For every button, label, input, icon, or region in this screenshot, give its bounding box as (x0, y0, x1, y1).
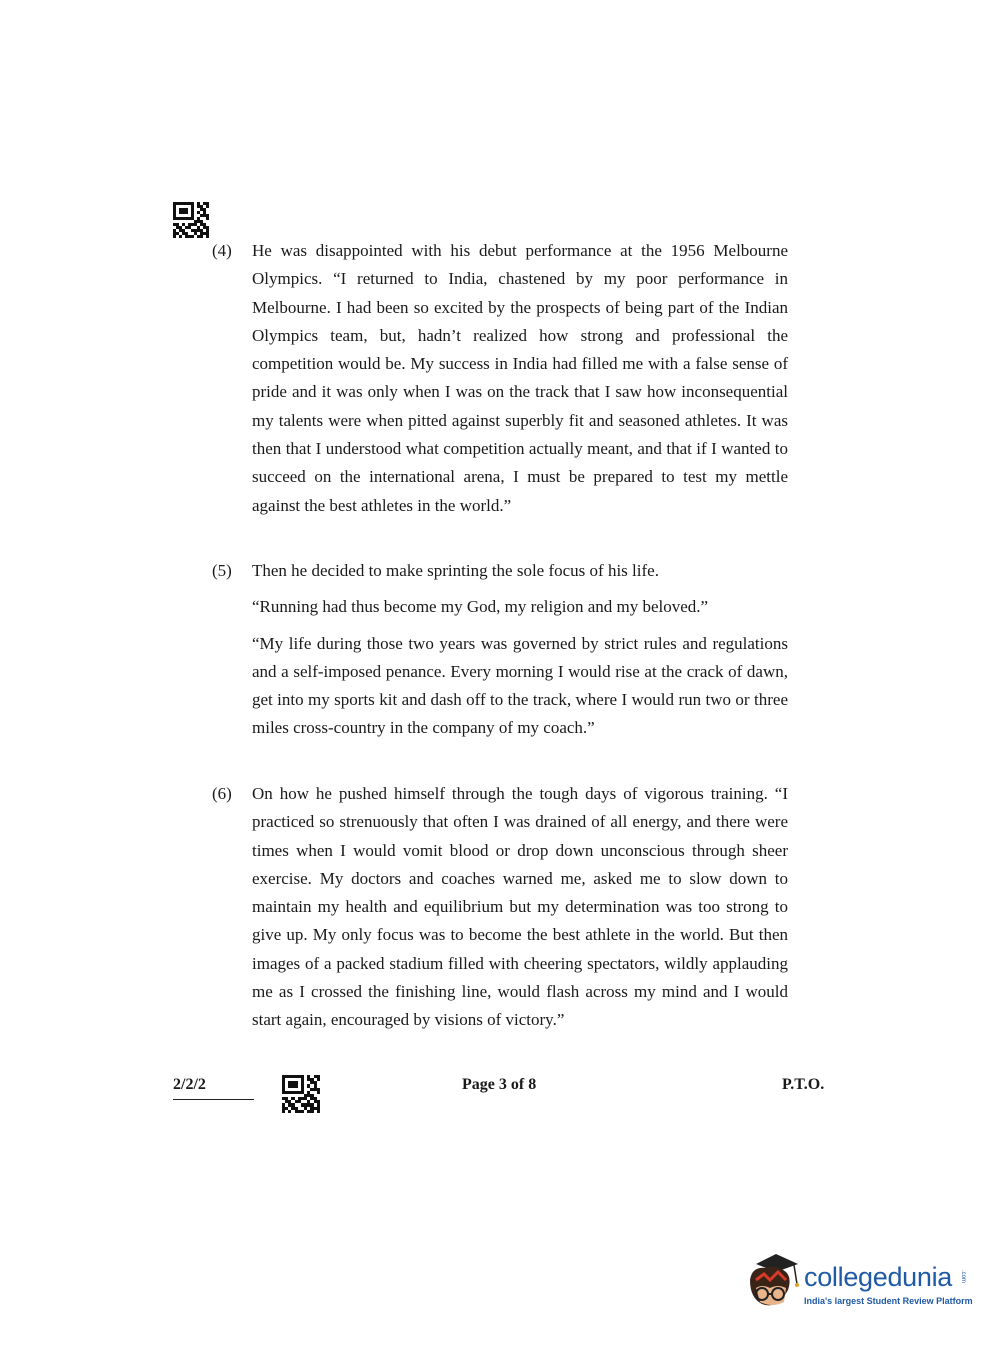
paragraph-4 (212, 237, 788, 520)
paper-code-underline (173, 1099, 254, 1100)
paragraph-quote: “Running had thus become my God, my religion and my beloved.” (252, 597, 709, 617)
qr-code-icon (173, 202, 209, 238)
brand-domain-suffix: .com (960, 1270, 966, 1284)
brand-name: collegedunia (804, 1262, 953, 1292)
paragraph-5 (212, 557, 788, 743)
paragraph-number: (6) (212, 784, 232, 803)
paragraph-6 (212, 780, 788, 1035)
paragraph-quote: “My life during those two years was governed by strict rules and regulations and a self-imposed penance. Every morning I would rise at the crack of dawn, get into my sports kit and dash off to the track, where I would run two or three miles cross-country in the company of my coach.” (252, 633, 788, 738)
paragraph-text: On how he pushed himself through the tough days of vigorous training. “I practiced so strenuously that often I was drained of all energy, and there were times when I would vomit blood or drop down unconscious through sheer exercise. My doctors and coaches warned me, asked me to slow down to maintain my health and equilibrium but my determination was too strong to give up. My only focus was to become the best athlete in the world. But then images of a packed stadium filled with cheering spectators, wildly applauding me as I crossed the finishing line, would flash across my mind and I would start again, encouraged by visions of victory.” (252, 784, 788, 1030)
please-turn-over: P.T.O. (782, 1076, 825, 1093)
page-number: Page 3 of 8 (462, 1076, 537, 1093)
paper-code: 2/2/2 (173, 1076, 206, 1093)
qr-code-icon (282, 1075, 320, 1113)
paragraph-number: (5) (212, 561, 232, 580)
paragraph-number: (4) (212, 241, 232, 260)
mascot-icon (742, 1250, 802, 1320)
collegedunia-watermark (742, 1250, 972, 1320)
brand-tagline: India's largest Student Review Platform (804, 1296, 973, 1306)
paragraph-text: Then he decided to make sprinting the sole focus of his life. (252, 561, 659, 580)
paragraph-text: He was disappointed with his debut performance at the 1956 Melbourne Olympics. “I returned to India, chastened by my poor performance in Melbourne. I had been so excited by the prospects of being part of the Indian Olympics team, but, hadn’t realized how strong and professional the competition would be. My success in India had filled me with a false sense of pride and it was only when I was on the track that I saw how inconsequential my talents were when pitted against superbly fit and seasoned athletes. It was then that I understood what competition actually meant, and that if I wanted to succeed on the international arena, I must be prepared to test my mettle against the best athletes in the world.” (252, 241, 788, 515)
